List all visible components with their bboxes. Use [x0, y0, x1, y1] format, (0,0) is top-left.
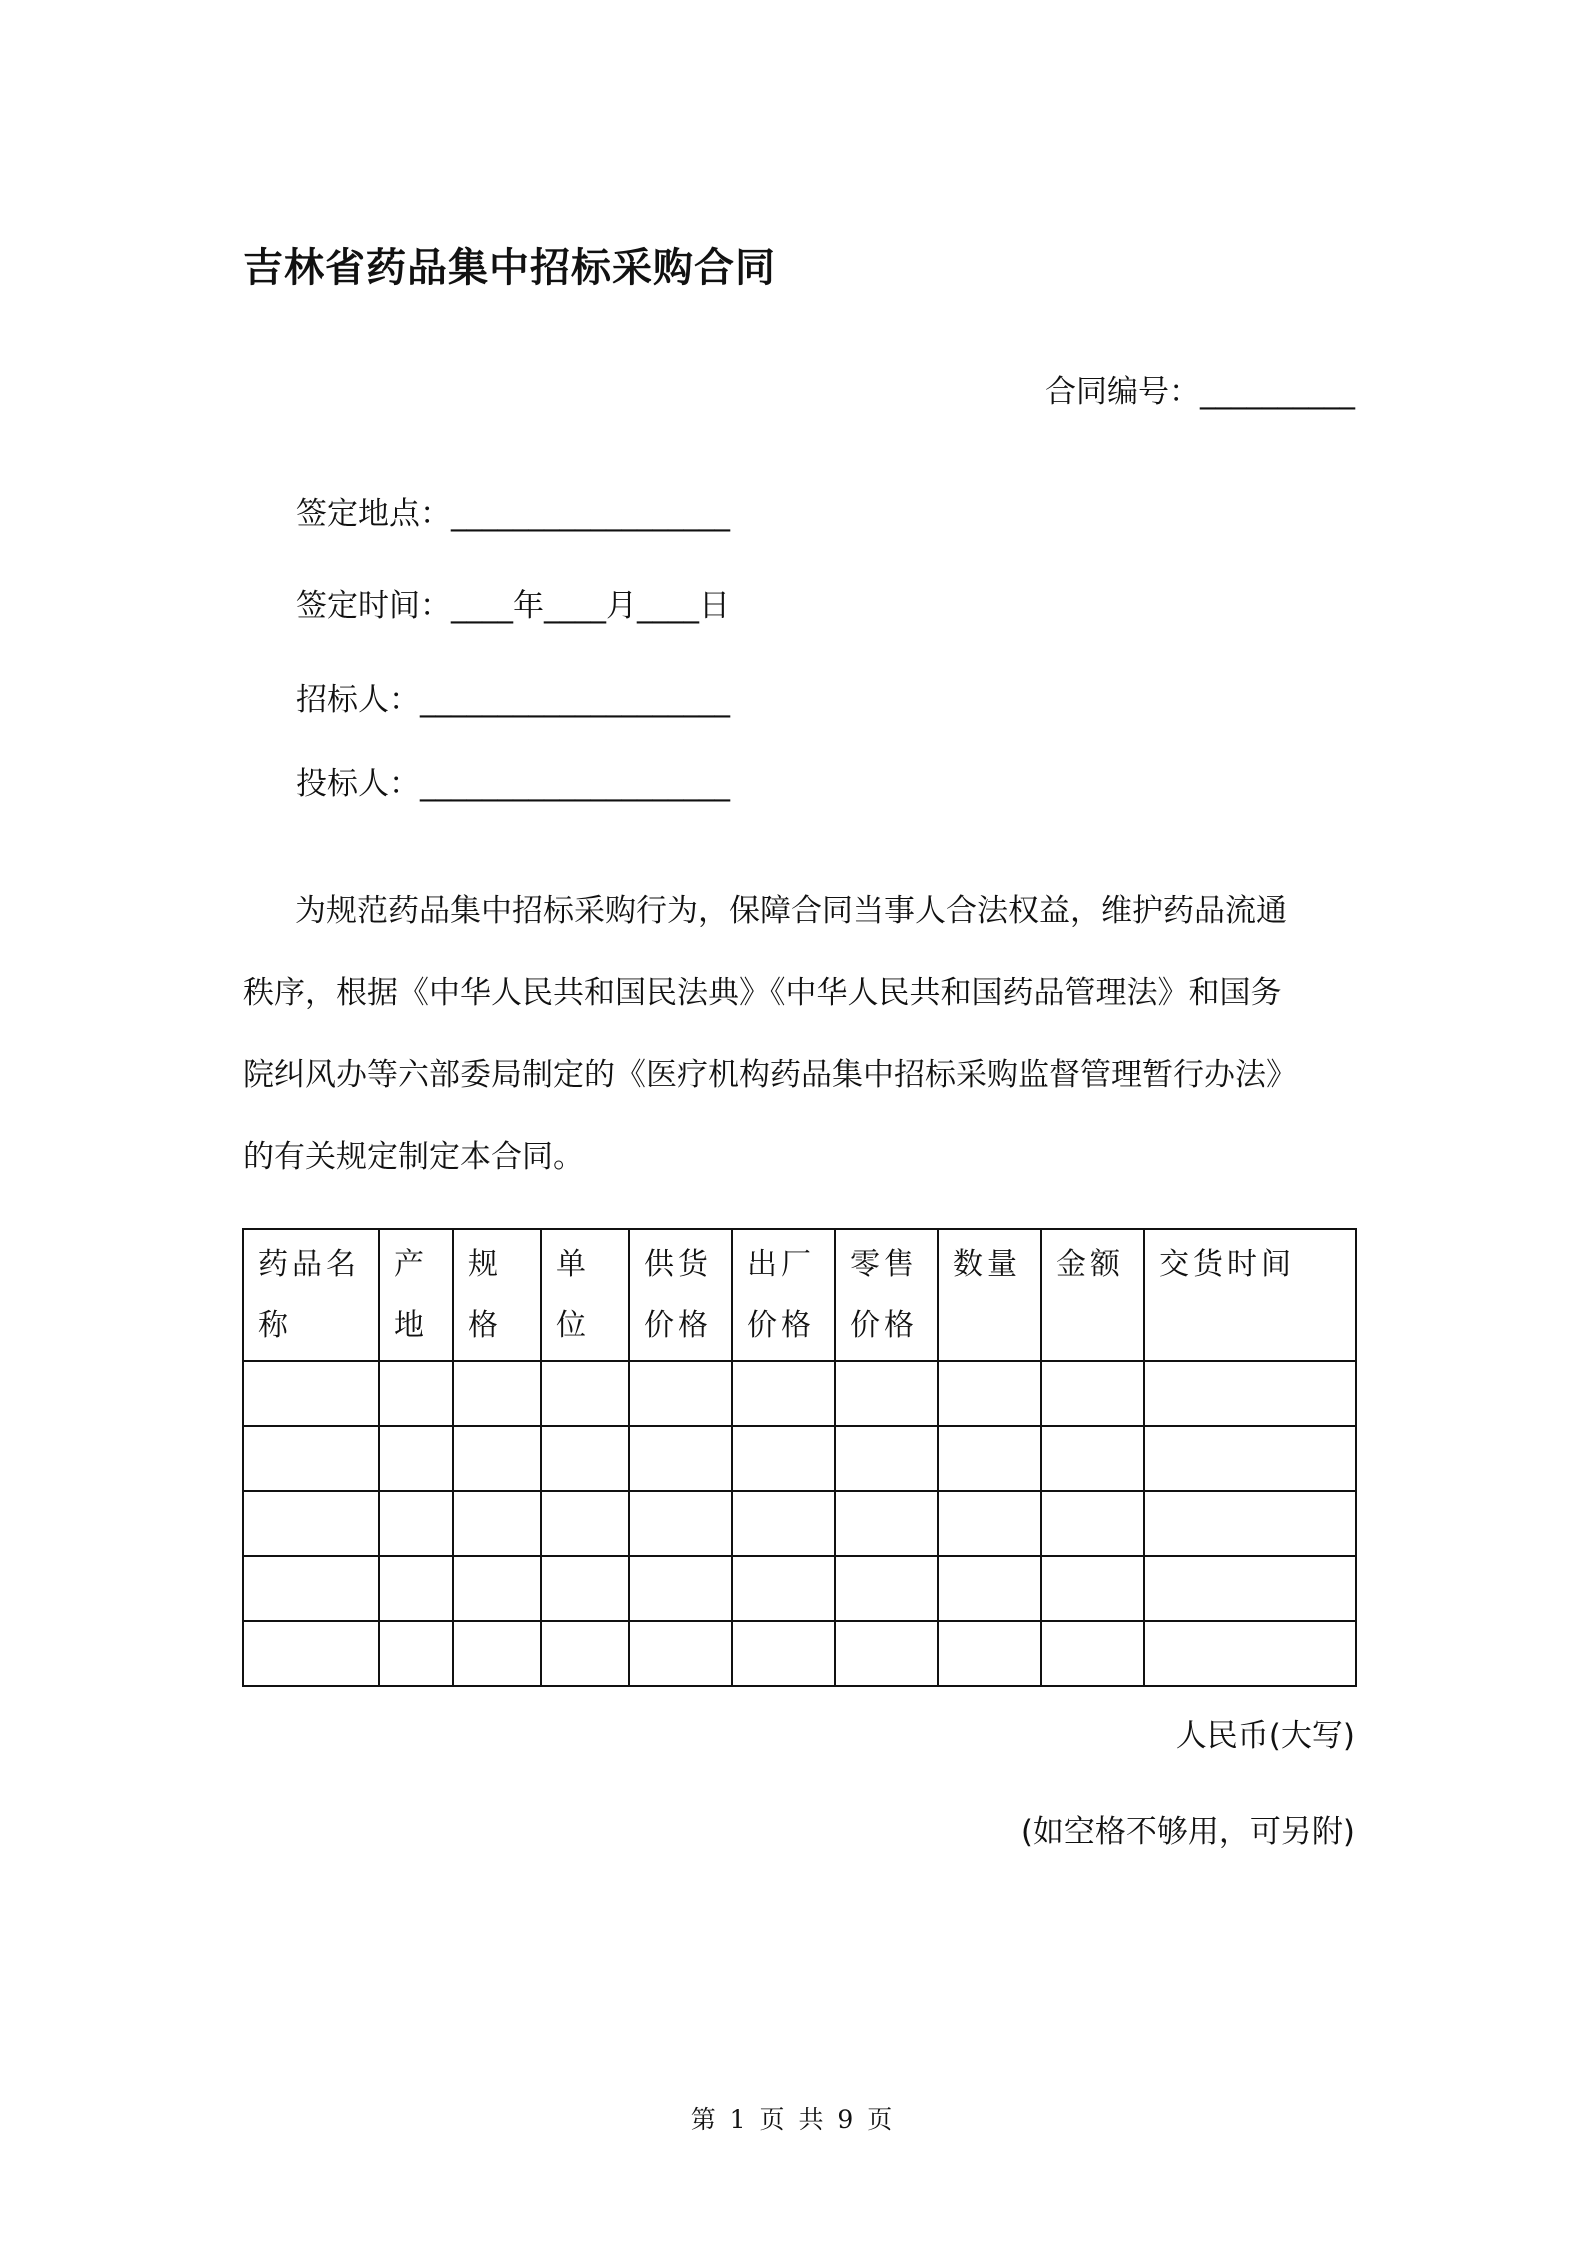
- header-quantity: [938, 1229, 1041, 1361]
- table-row: [243, 1491, 1356, 1556]
- table-cell: [732, 1361, 835, 1426]
- preamble-line: 的有关规定制定本合同。: [243, 1139, 584, 1175]
- header-amount: [1041, 1229, 1144, 1361]
- header-text: 规: [468, 1247, 502, 1282]
- header-text: 单: [556, 1247, 590, 1282]
- header-text: 称: [258, 1308, 292, 1343]
- bidder-field: 投标人：____________________: [296, 766, 730, 802]
- table-cell: [379, 1491, 453, 1556]
- table-cell: [629, 1621, 732, 1686]
- table-cell: [243, 1361, 379, 1426]
- header-text: 地: [394, 1308, 428, 1343]
- table-cell: [1041, 1556, 1144, 1621]
- header-text: 药品名: [258, 1247, 360, 1282]
- header-text: 位: [556, 1308, 590, 1343]
- header-text: 零售: [850, 1247, 918, 1282]
- header-text: 数量: [953, 1247, 1021, 1282]
- table-cell: [835, 1621, 938, 1686]
- table-cell: [1041, 1621, 1144, 1686]
- header-text: 供货: [644, 1247, 712, 1282]
- table-cell: [1144, 1426, 1356, 1491]
- header-factory-price: [732, 1229, 835, 1361]
- signing-time-field: 签定时间：____年____月____日: [296, 588, 730, 624]
- signing-place-field: 签定地点：__________________: [296, 496, 730, 532]
- table-cell: [835, 1556, 938, 1621]
- table-cell: [938, 1556, 1041, 1621]
- contract-preamble: [243, 870, 1358, 1198]
- table-cell: [379, 1426, 453, 1491]
- drug-list-table: [242, 1228, 1357, 1687]
- table-cell: [541, 1621, 629, 1686]
- table-cell: [1144, 1491, 1356, 1556]
- table-cell: [938, 1361, 1041, 1426]
- table-cell: [541, 1556, 629, 1621]
- table-note: (如空格不够用，可另附): [1020, 1814, 1355, 1850]
- table-cell: [243, 1621, 379, 1686]
- preamble-line: 秩序，根据《中华人民共和国民法典》《中华人民共和国药品管理法》和国务: [243, 975, 1282, 1011]
- table-cell: [541, 1491, 629, 1556]
- table-cell: [453, 1491, 541, 1556]
- header-text: 交货时间: [1159, 1247, 1295, 1282]
- header-drug-name: [243, 1229, 379, 1361]
- table-cell: [629, 1426, 732, 1491]
- document-title: 吉林省药品集中招标采购合同: [243, 245, 776, 291]
- table-cell: [835, 1426, 938, 1491]
- preamble-line: 为规范药品集中招标采购行为，保障合同当事人合法权益，维护药品流通: [295, 893, 1287, 929]
- table-cell: [732, 1556, 835, 1621]
- preamble-line: 院纠风办等六部委局制定的《医疗机构药品集中招标采购监督管理暂行办法》: [243, 1057, 1297, 1093]
- table-cell: [243, 1491, 379, 1556]
- rmb-amount-label: 人民币(大写): [1175, 1718, 1355, 1754]
- table-cell: [1041, 1491, 1144, 1556]
- header-text: 产: [394, 1247, 428, 1282]
- table-row: [243, 1621, 1356, 1686]
- table-cell: [1144, 1556, 1356, 1621]
- table-header-row: [243, 1229, 1356, 1361]
- table-cell: [835, 1491, 938, 1556]
- contract-number-field: 合同编号：__________: [1045, 374, 1355, 410]
- header-supply-price: [629, 1229, 732, 1361]
- table-body: [243, 1361, 1356, 1686]
- table-row: [243, 1361, 1356, 1426]
- page-footer: 第 1 页 共 9 页: [690, 2105, 896, 2134]
- table-cell: [1041, 1426, 1144, 1491]
- table-cell: [453, 1556, 541, 1621]
- tenderer-field: 招标人：____________________: [296, 682, 730, 718]
- table-cell: [1041, 1361, 1144, 1426]
- table-cell: [379, 1556, 453, 1621]
- table-cell: [453, 1621, 541, 1686]
- table-cell: [453, 1361, 541, 1426]
- header-delivery-time: [1144, 1229, 1356, 1361]
- table-cell: [243, 1556, 379, 1621]
- table-cell: [453, 1426, 541, 1491]
- table-cell: [629, 1556, 732, 1621]
- table-cell: [629, 1491, 732, 1556]
- table-cell: [541, 1361, 629, 1426]
- header-text: 价格: [644, 1308, 712, 1343]
- table-row: [243, 1556, 1356, 1621]
- table-cell: [1144, 1361, 1356, 1426]
- table-cell: [1144, 1621, 1356, 1686]
- table-cell: [732, 1491, 835, 1556]
- table-cell: [379, 1621, 453, 1686]
- table-cell: [835, 1361, 938, 1426]
- header-spec: [453, 1229, 541, 1361]
- header-text: 金额: [1056, 1247, 1124, 1282]
- header-text: 出厂: [747, 1247, 815, 1282]
- header-origin: [379, 1229, 453, 1361]
- table-cell: [379, 1361, 453, 1426]
- table-cell: [938, 1621, 1041, 1686]
- header-text: 价格: [850, 1308, 918, 1343]
- table-cell: [629, 1361, 732, 1426]
- header-retail-price: [835, 1229, 938, 1361]
- table-cell: [938, 1426, 1041, 1491]
- table-cell: [243, 1426, 379, 1491]
- header-text: 格: [468, 1308, 502, 1343]
- table-cell: [732, 1621, 835, 1686]
- table-cell: [732, 1426, 835, 1491]
- table-cell: [938, 1491, 1041, 1556]
- header-unit: [541, 1229, 629, 1361]
- table-row: [243, 1426, 1356, 1491]
- header-text: 价格: [747, 1308, 815, 1343]
- table-cell: [541, 1426, 629, 1491]
